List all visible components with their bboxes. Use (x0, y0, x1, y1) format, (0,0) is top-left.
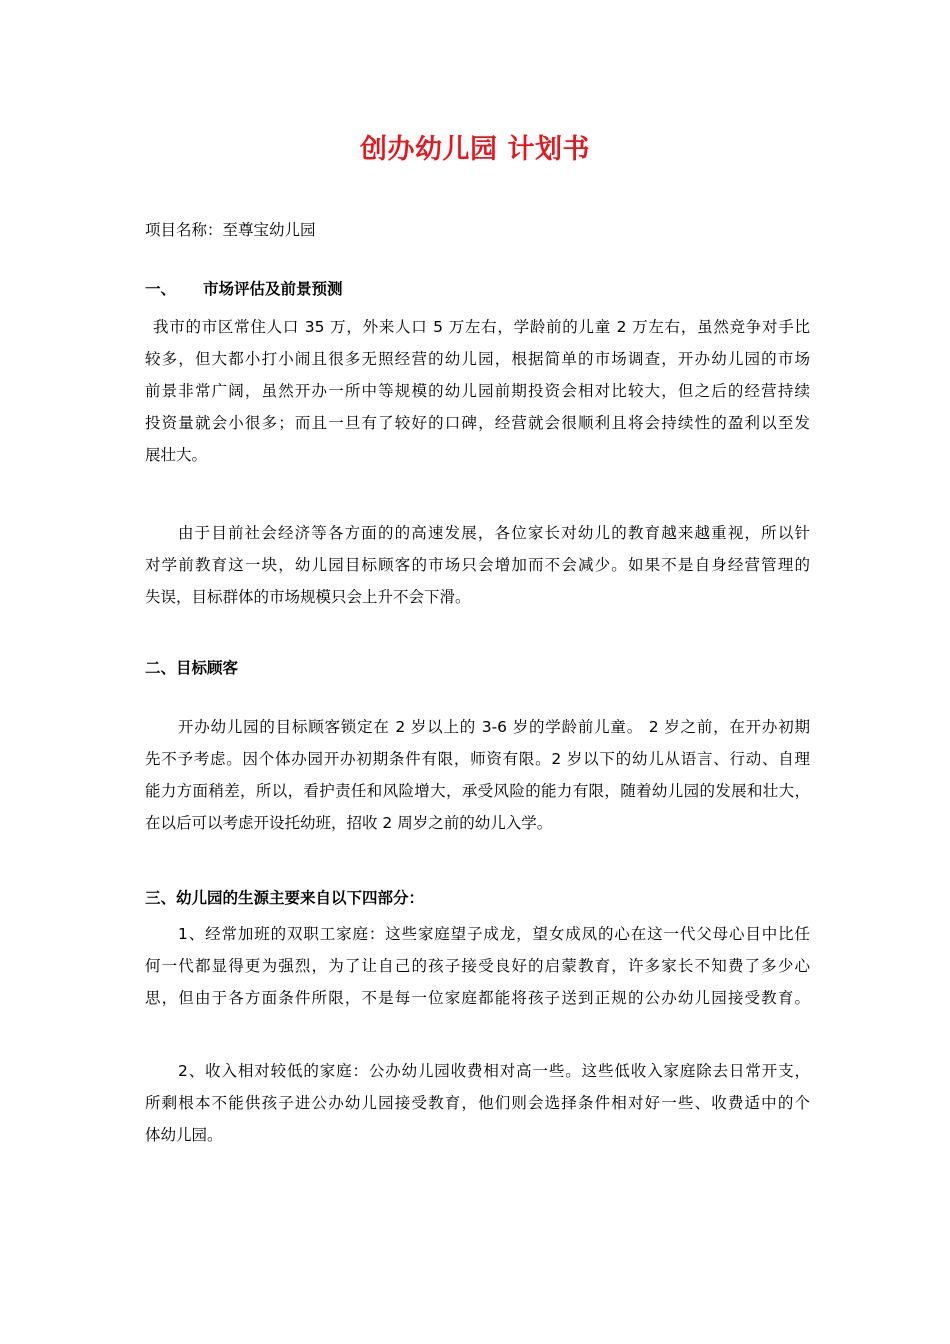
paragraph-line: 失误，目标群体的市场规模只会上升不会下滑。 (145, 588, 471, 606)
paragraph-line: 由于目前社会经济等各方面的的高速发展，各位家长对幼儿的教育越来越重视，所以针 (178, 524, 810, 542)
section-1-heading (145, 277, 343, 301)
paragraph-line: 能力方面稍差，所以，看护责任和风险增大，承受风险的能力有限，随着幼儿园的发展和壮大， (145, 782, 810, 800)
section-2-heading: 二、目标顾客 (145, 659, 239, 677)
paragraph-line: 在以后可以考虑开设托幼班，招收 2 周岁之前的幼儿入学。 (145, 814, 553, 832)
paragraph-line: 投资量就会小很多；而且一旦有了较好的口碑，经营就会很顺利且将会持续性的盈利以至发 (145, 414, 810, 432)
paragraph-line: 所剩根本不能供孩子进公办幼儿园接受教育，他们则会选择条件相对好一些、收费适中的个 (145, 1094, 810, 1112)
section-3-item-2 (145, 1055, 810, 1151)
paragraph-line: 前景非常广阔，虽然开办一所中等规模的幼儿园前期投资会相对比较大，但之后的经营持续 (145, 382, 810, 400)
paragraph-line: 较多，但大都小打小闹且很多无照经营的幼儿园，根据简单的市场调查，开办幼儿园的市场 (145, 350, 810, 368)
paragraph-line: 我市的市区常住人口 35 万，外来人口 5 万左右，学龄前的儿童 2 万左右，虽然竞争对手比 (153, 318, 810, 336)
section-2-paragraph (145, 711, 810, 839)
section-1-number: 一、 (145, 280, 177, 298)
paragraph-line: 2、收入相对较低的家庭：公办幼儿园收费相对高一些。这些低收入家庭除去日常开支， (178, 1062, 810, 1080)
paragraph-line: 体幼儿园。 (145, 1126, 223, 1144)
paragraph-line: 1、经常加班的双职工家庭：这些家庭望子成龙，望女成凤的心在这一代父母心目中比任 (178, 925, 810, 943)
section-3-heading: 三、幼儿园的生源主要来自以下四部分： (145, 889, 425, 907)
section-1-paragraph-2 (145, 517, 810, 613)
section-1-title: 市场评估及前景预测 (203, 280, 343, 298)
section-1-paragraph-1 (145, 311, 810, 471)
paragraph-line: 展壮大。 (145, 446, 208, 464)
paragraph-line: 先不予考虑。因个体办园开办初期条件有限，师资有限。2 岁以下的幼儿从语言、行动、自理 (145, 750, 810, 768)
paragraph-line: 开办幼儿园的目标顾客锁定在 2 岁以上的 3-6 岁的学龄前儿童。 2 岁之前，在开办初期 (178, 718, 810, 736)
section-3-item-1 (145, 918, 810, 1014)
document-title: 创办幼儿园 计划书 (360, 134, 590, 165)
paragraph-line: 思，但由于各方面条件所限，不是每一位家庭都能将孩子送到正规的公办幼儿园接受教育。 (145, 989, 810, 1007)
paragraph-line: 对学前教育这一块，幼儿园目标顾客的市场只会增加而不会减少。如果不是自身经营管理的 (145, 556, 810, 574)
project-name-line: 项目名称：至尊宝幼儿园 (145, 221, 316, 239)
paragraph-line: 何一代都显得更为强烈，为了让自己的孩子接受良好的启蒙教育，许多家长不知费了多少心 (145, 957, 810, 975)
